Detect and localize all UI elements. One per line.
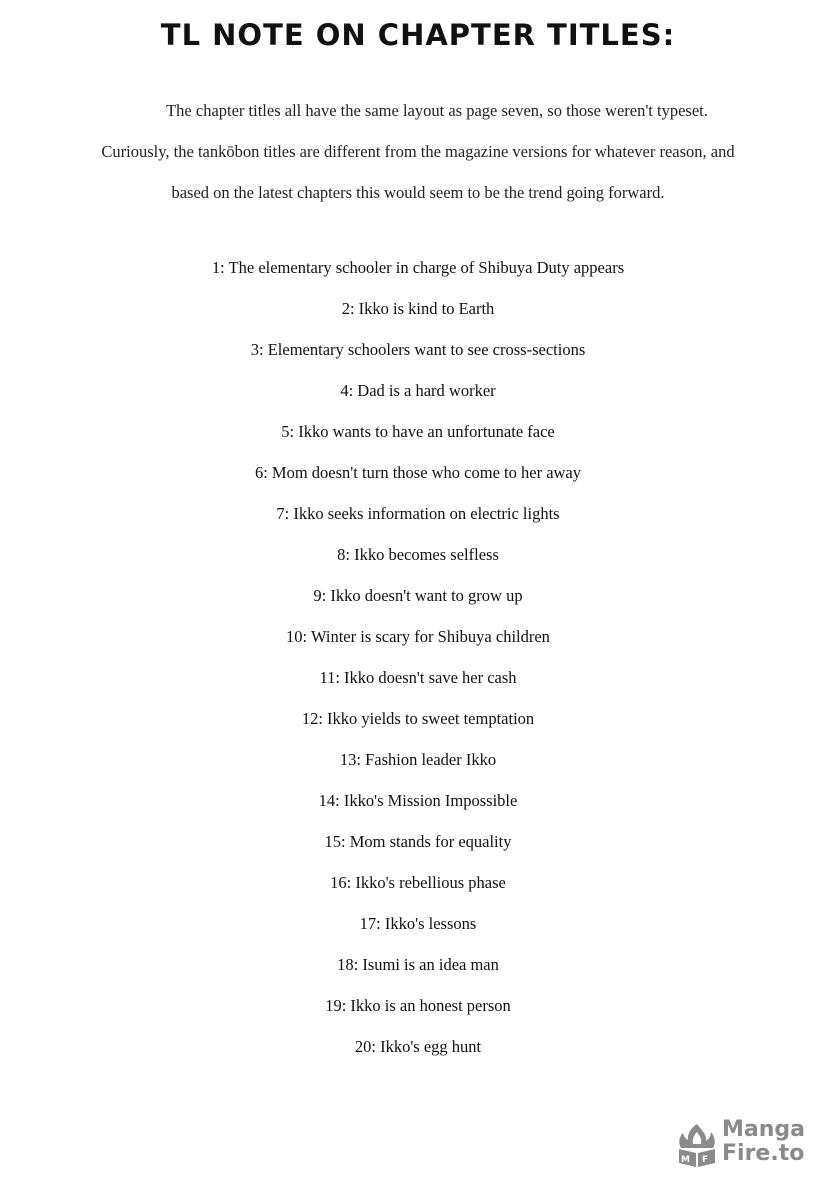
chapter-title-item: 10: Winter is scary for Shibuya children bbox=[286, 627, 550, 646]
chapter-title-item: 11: Ikko doesn't save her cash bbox=[319, 668, 517, 687]
page-title: TL NOTE ON CHAPTER TITLES: bbox=[160, 18, 676, 52]
intro-line-3: based on the latest chapters this would seem to be the trend going forward. bbox=[171, 183, 665, 202]
chapter-title-item: 4: Dad is a hard worker bbox=[340, 381, 496, 400]
intro-line-2: Curiously, the tankōbon titles are different from the magazine versions for whatever reason, and bbox=[101, 142, 735, 161]
svg-text:F: F bbox=[702, 1155, 709, 1165]
chapter-title-item: 20: Ikko's egg hunt bbox=[354, 1037, 482, 1056]
mangafire-logo-icon bbox=[676, 1122, 718, 1168]
intro-line-1: The chapter titles all have the same layout as page seven, so those weren't typeset. bbox=[166, 101, 708, 120]
chapter-title-item: 13: Fashion leader Ikko bbox=[339, 750, 497, 769]
chapter-title-list bbox=[0, 253, 836, 1073]
svg-text:M: M bbox=[681, 1155, 690, 1165]
watermark-line-1: Manga bbox=[722, 1117, 805, 1142]
chapter-title-item: 2: Ikko is kind to Earth bbox=[341, 299, 495, 318]
chapter-title-item: 15: Mom stands for equality bbox=[324, 832, 512, 851]
chapter-title-item: 8: Ikko becomes selfless bbox=[337, 545, 499, 564]
chapter-title-item: 6: Mom doesn't turn those who come to her away bbox=[254, 463, 582, 482]
chapter-title-item: 3: Elementary schoolers want to see cross-sections bbox=[250, 340, 586, 359]
chapter-title-item: 16: Ikko's rebellious phase bbox=[330, 873, 506, 892]
chapter-title-item: 1: The elementary schooler in charge of Shibuya Duty appears bbox=[211, 258, 625, 277]
chapter-title-item: 14: Ikko's Mission Impossible bbox=[318, 791, 518, 810]
watermark-line-2: Fire.to bbox=[722, 1141, 805, 1166]
chapter-title-item: 5: Ikko wants to have an unfortunate face bbox=[281, 422, 555, 441]
watermark bbox=[676, 1118, 806, 1170]
intro-paragraph bbox=[50, 90, 786, 213]
watermark-text bbox=[722, 1118, 805, 1166]
chapter-title-item: 12: Ikko yields to sweet temptation bbox=[301, 709, 535, 728]
chapter-title-item: 19: Ikko is an honest person bbox=[325, 996, 511, 1015]
chapter-title-item: 7: Ikko seeks information on electric lights bbox=[276, 504, 560, 523]
chapter-title-item: 18: Isumi is an idea man bbox=[337, 955, 499, 974]
chapter-title-item: 9: Ikko doesn't want to grow up bbox=[313, 586, 523, 605]
chapter-title-item: 17: Ikko's lessons bbox=[359, 914, 477, 933]
